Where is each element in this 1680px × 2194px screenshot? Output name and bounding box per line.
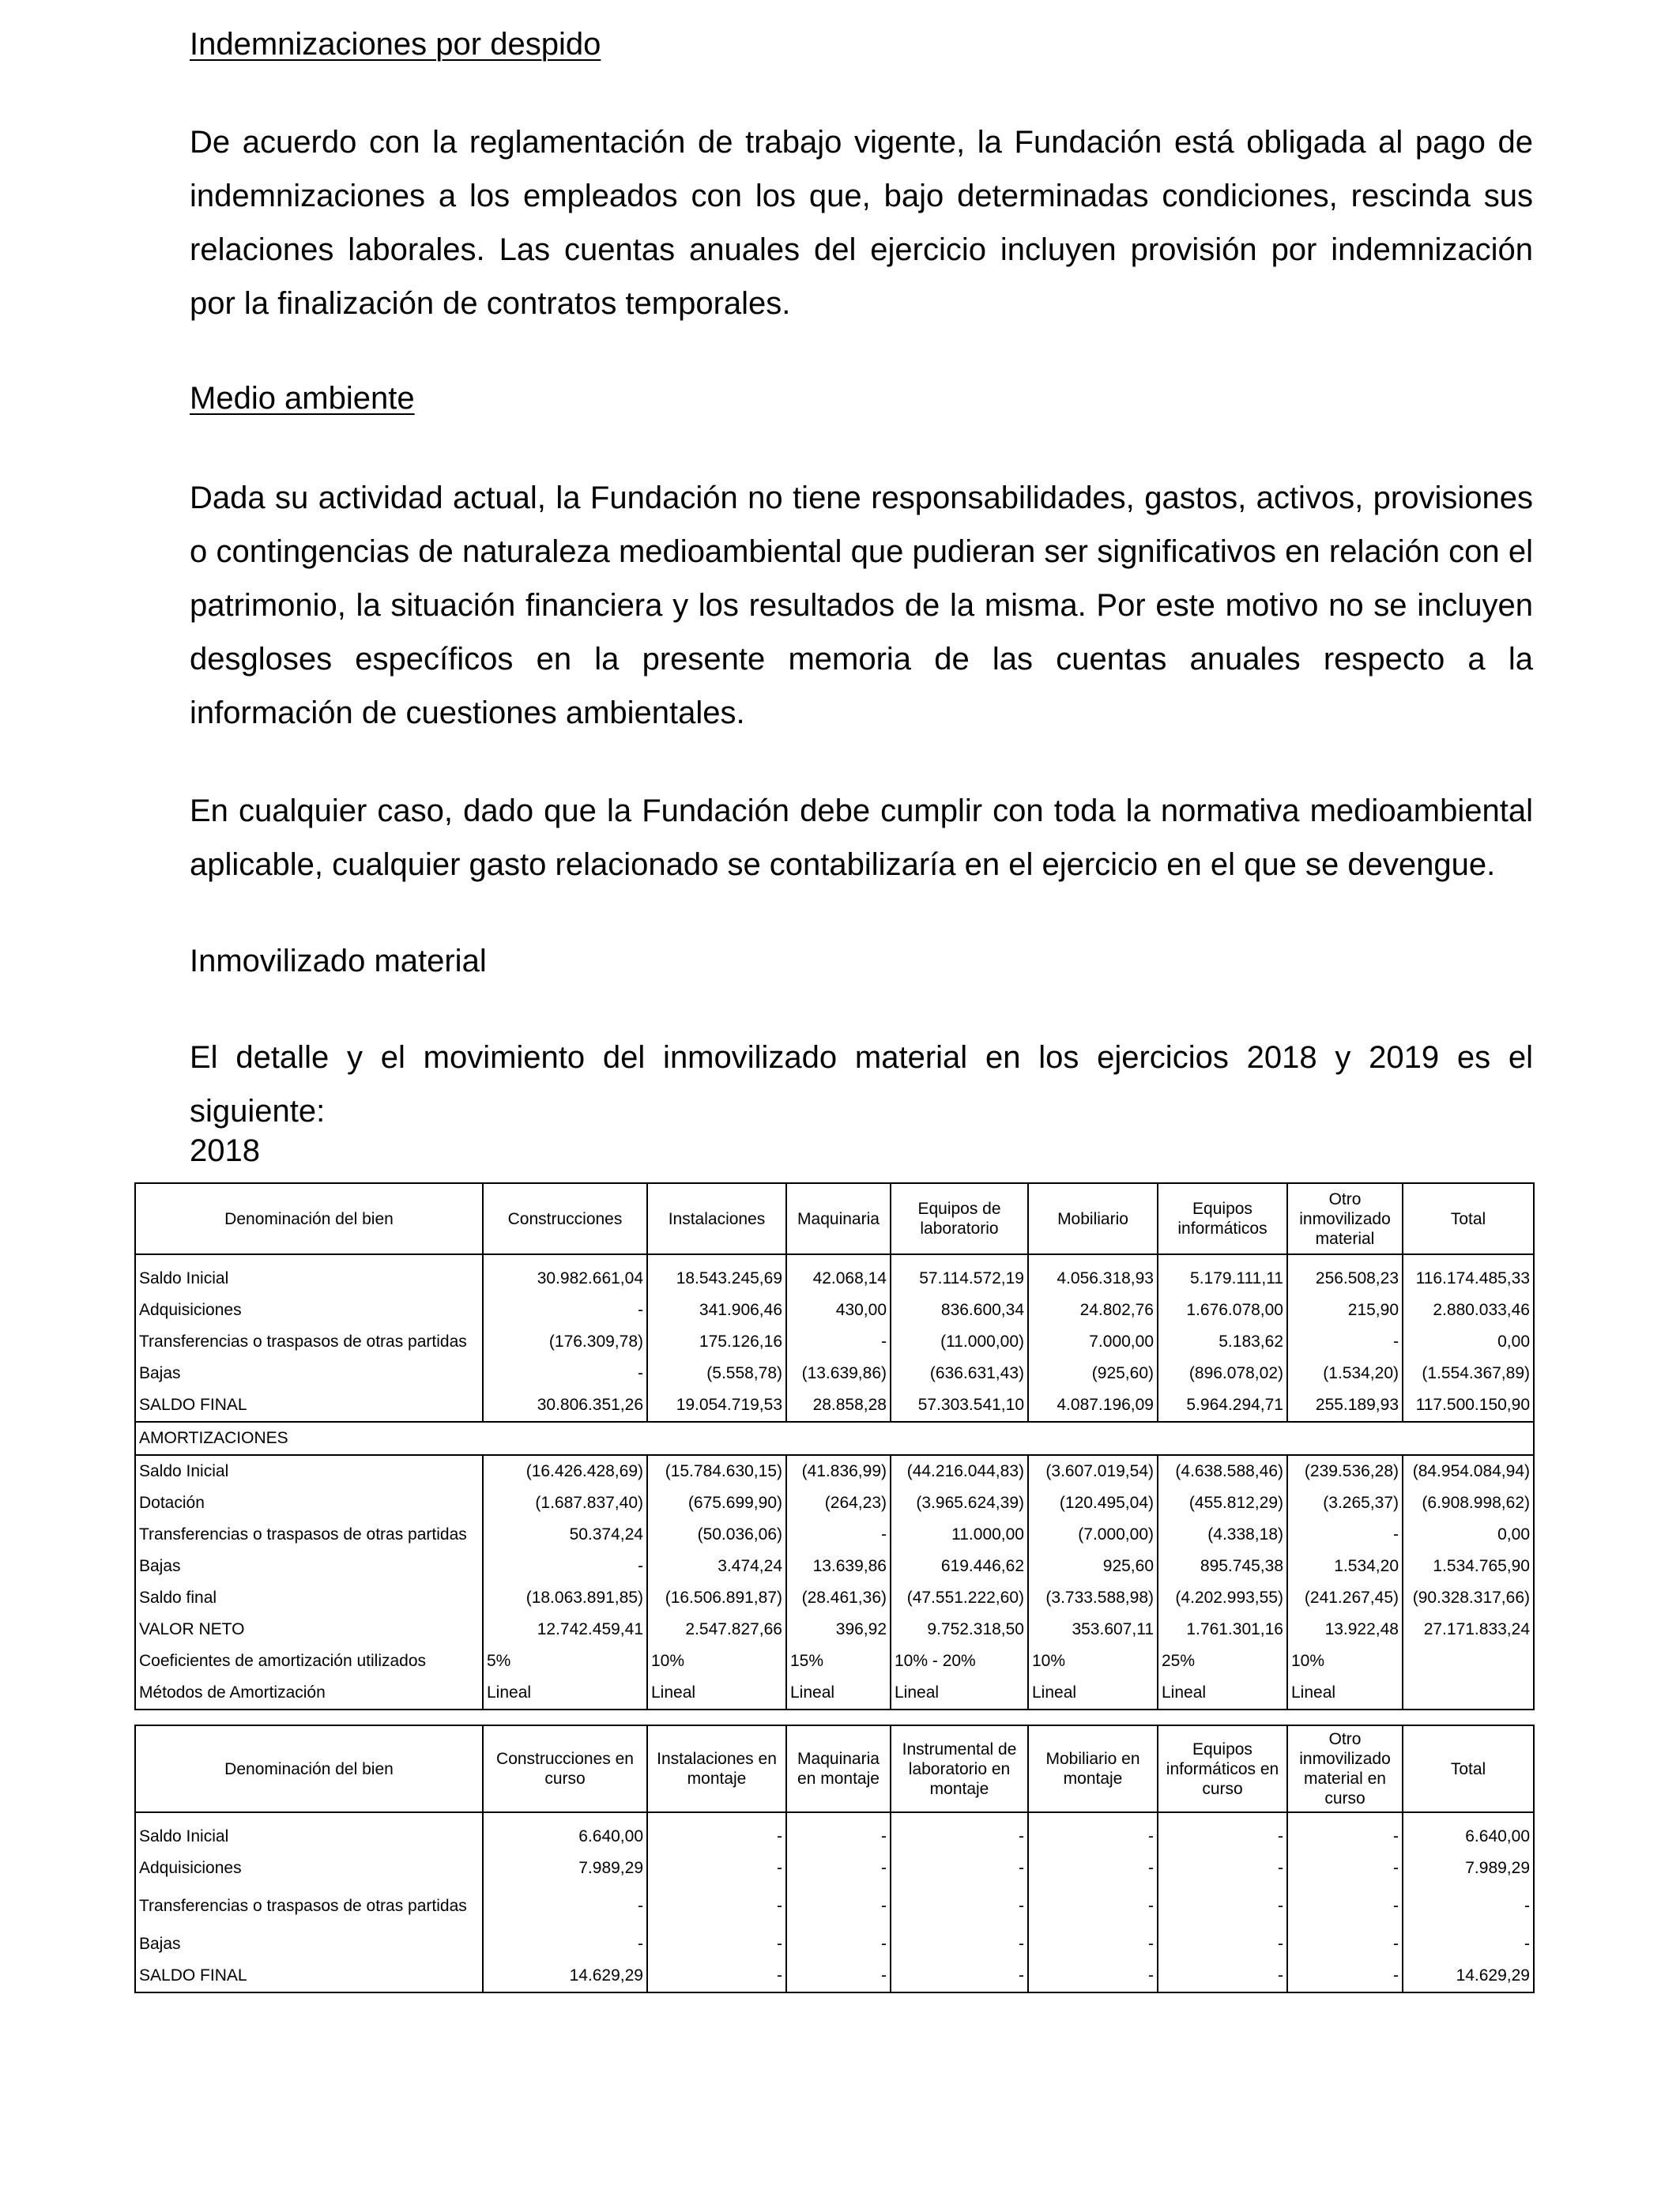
table-cell: 11.000,00 (891, 1519, 1028, 1551)
heading-indemnizaciones: Indemnizaciones por despido (190, 27, 601, 62)
table-cell: (176.309,78) (483, 1326, 647, 1358)
table-row (135, 1853, 1534, 1884)
table-cell: (636.631,43) (891, 1358, 1028, 1389)
column-header: Equipos informáticos (1158, 1183, 1287, 1254)
table-cell: (4.202.993,55) (1158, 1582, 1287, 1614)
table-cell: (675.699,90) (647, 1487, 786, 1519)
table-cell: 5.964.294,71 (1158, 1389, 1287, 1422)
heading-medio-ambiente: Medio ambiente (190, 381, 415, 416)
paragraph-inmovilizado-intro: El detalle y el movimiento del inmovilizado material en los ejercicios 2018 y 2019 es el siguiente: (190, 1040, 1533, 1129)
table-cell: 10% - 20% (891, 1646, 1028, 1677)
table-cell: - (891, 1884, 1028, 1928)
table-cell: - (1287, 1928, 1403, 1960)
table-row (135, 1582, 1534, 1614)
table-row (135, 1812, 1534, 1853)
column-header: Equipos informáticos en curso (1158, 1725, 1287, 1812)
row-label: Transferencias o traspasos de otras partidas (135, 1326, 483, 1358)
table-cell: - (1287, 1812, 1403, 1853)
table-cell: - (891, 1853, 1028, 1884)
table-cell: (120.495,04) (1028, 1487, 1158, 1519)
table-cell: 14.629,29 (483, 1960, 647, 1992)
table-row (135, 1677, 1534, 1710)
table-cell: 30.982.661,04 (483, 1254, 647, 1295)
table-row (135, 1614, 1534, 1646)
table-cell: - (483, 1884, 647, 1928)
row-label: Bajas (135, 1358, 483, 1389)
table-cell: (28.461,36) (786, 1582, 891, 1614)
table-cell: - (647, 1884, 786, 1928)
table-cell: (3.733.588,98) (1028, 1582, 1158, 1614)
table-cell: 4.087.196,09 (1028, 1389, 1158, 1422)
table-cell: - (786, 1928, 891, 1960)
table-row (135, 1389, 1534, 1422)
table-inmovilizado-en-curso-2018 (134, 1725, 1535, 1993)
table-row (135, 1326, 1534, 1358)
paragraph-medio-ambiente-1: Dada su actividad actual, la Fundación no tiene responsabilidades, gastos, activos, provisiones o contingencias de naturaleza medioambiental que pudieran ser significativos en relación con el patrimonio, la situación financiera y los resultados de la misma. Por este motivo no se incluyen desgloses específicos en la presente memoria de las cuentas anuales respecto a la información de cuestiones ambientales. (190, 481, 1533, 730)
table-cell: Lineal (647, 1677, 786, 1710)
table-cell: - (1158, 1853, 1287, 1884)
table-cell: - (1028, 1812, 1158, 1853)
column-header: Instalaciones en montaje (647, 1725, 786, 1812)
table-row (135, 1519, 1534, 1551)
table-inmovilizado-2018 (134, 1182, 1535, 1710)
table-cell: - (1287, 1853, 1403, 1884)
table-cell: - (786, 1853, 891, 1884)
table-cell: (241.267,45) (1287, 1582, 1403, 1614)
table-cell: 925,60 (1028, 1551, 1158, 1582)
table-cell: (13.639,86) (786, 1358, 891, 1389)
table-cell: - (786, 1519, 891, 1551)
table-cell: 341.906,46 (647, 1295, 786, 1326)
table-cell: (84.954.084,94) (1403, 1455, 1534, 1487)
table-cell: - (647, 1812, 786, 1853)
table-cell: - (1403, 1884, 1534, 1928)
table-cell: - (891, 1960, 1028, 1992)
table-cell: 3.474,24 (647, 1551, 786, 1582)
table-cell: 619.446,62 (891, 1551, 1028, 1582)
table-cell: - (1158, 1960, 1287, 1992)
column-header: Instalaciones (647, 1183, 786, 1254)
table-cell: 50.374,24 (483, 1519, 647, 1551)
table-cell: 2.880.033,46 (1403, 1295, 1534, 1326)
table-cell: (3.607.019,54) (1028, 1455, 1158, 1487)
table-cell: 7.000,00 (1028, 1326, 1158, 1358)
table-cell: - (1028, 1884, 1158, 1928)
table-cell: 1.761.301,16 (1158, 1614, 1287, 1646)
table-cell: 0,00 (1403, 1326, 1534, 1358)
paragraph-indemnizaciones: De acuerdo con la reglamentación de trabajo vigente, la Fundación está obligada al pago de indemnizaciones a los empleados con los que, bajo determinadas condiciones, rescinda sus relaciones laborales. Las cuentas anuales del ejercicio incluyen provisión por indemnización por la finalización de contratos temporales. (190, 125, 1533, 321)
table-cell: - (1287, 1326, 1403, 1358)
table-cell: (455.812,29) (1158, 1487, 1287, 1519)
table-cell: (1.687.837,40) (483, 1487, 647, 1519)
table-cell: (90.328.317,66) (1403, 1582, 1534, 1614)
section-label: AMORTIZACIONES (135, 1422, 1534, 1455)
table-cell: - (1028, 1960, 1158, 1992)
table-cell: 7.989,29 (1403, 1853, 1534, 1884)
table-cell: - (1158, 1812, 1287, 1853)
table-cell: 10% (1287, 1646, 1403, 1677)
table-cell: 19.054.719,53 (647, 1389, 786, 1422)
row-label: Saldo Inicial (135, 1254, 483, 1295)
row-label: Saldo Inicial (135, 1812, 483, 1853)
table-cell: 9.752.318,50 (891, 1614, 1028, 1646)
table-cell: 353.607,11 (1028, 1614, 1158, 1646)
table-cell: Lineal (1158, 1677, 1287, 1710)
table-cell: - (786, 1960, 891, 1992)
table-cell: - (1028, 1853, 1158, 1884)
table-cell: (44.216.044,83) (891, 1455, 1028, 1487)
table-cell: (239.536,28) (1287, 1455, 1403, 1487)
table-cell: (15.784.630,15) (647, 1455, 786, 1487)
table-cell: (1.554.367,89) (1403, 1358, 1534, 1389)
table-cell (1403, 1677, 1534, 1710)
table-cell: - (891, 1928, 1028, 1960)
column-header: Mobiliario (1028, 1183, 1158, 1254)
table-cell: - (1287, 1519, 1403, 1551)
table-cell: (6.908.998,62) (1403, 1487, 1534, 1519)
table-cell: - (483, 1928, 647, 1960)
table-cell: 18.543.245,69 (647, 1254, 786, 1295)
table-cell: 0,00 (1403, 1519, 1534, 1551)
column-header: Instrumental de laboratorio en montaje (891, 1725, 1028, 1812)
table-cell: 5.183,62 (1158, 1326, 1287, 1358)
table-cell: 430,00 (786, 1295, 891, 1326)
table-cell: 1.534.765,90 (1403, 1551, 1534, 1582)
row-label: Adquisiciones (135, 1853, 483, 1884)
table-cell: Lineal (483, 1677, 647, 1710)
table-cell: - (647, 1853, 786, 1884)
table-header-row (135, 1725, 1534, 1812)
table-cell: (11.000,00) (891, 1326, 1028, 1358)
row-label: SALDO FINAL (135, 1960, 483, 1992)
table-cell: - (647, 1960, 786, 1992)
table-cell: 15% (786, 1646, 891, 1677)
table-row (135, 1487, 1534, 1519)
column-header: Maquinaria (786, 1183, 891, 1254)
column-header: Equipos de laboratorio (891, 1183, 1028, 1254)
column-header: Construcciones en curso (483, 1725, 647, 1812)
table-cell: (4.338,18) (1158, 1519, 1287, 1551)
table-cell: 12.742.459,41 (483, 1614, 647, 1646)
table-cell: (16.426.428,69) (483, 1455, 647, 1487)
table-cell: 836.600,34 (891, 1295, 1028, 1326)
table-cell: Lineal (1028, 1677, 1158, 1710)
column-header: Total (1403, 1183, 1534, 1254)
table-row (135, 1254, 1534, 1295)
row-label: Métodos de Amortización (135, 1677, 483, 1710)
table-cell: - (1028, 1928, 1158, 1960)
table-cell: - (647, 1928, 786, 1960)
table-cell: 215,90 (1287, 1295, 1403, 1326)
table-cell: Lineal (1287, 1677, 1403, 1710)
table-cell: 116.174.485,33 (1403, 1254, 1534, 1295)
column-header: Denominación del bien (135, 1183, 483, 1254)
heading-inmovilizado: Inmovilizado material (190, 944, 487, 978)
table-cell: 6.640,00 (1403, 1812, 1534, 1853)
table-row (135, 1455, 1534, 1487)
row-label: Adquisiciones (135, 1295, 483, 1326)
table-cell: (5.558,78) (647, 1358, 786, 1389)
table-cell (1403, 1646, 1534, 1677)
table-row (135, 1646, 1534, 1677)
row-label: Transferencias o traspasos de otras partidas (135, 1519, 483, 1551)
table-cell: 117.500.150,90 (1403, 1389, 1534, 1422)
column-header: Mobiliario en montaje (1028, 1725, 1158, 1812)
column-header: Construcciones (483, 1183, 647, 1254)
table-cell: (896.078,02) (1158, 1358, 1287, 1389)
table-cell: 5% (483, 1646, 647, 1677)
column-header: Total (1403, 1725, 1534, 1812)
table-cell: - (1158, 1884, 1287, 1928)
table-cell: 57.114.572,19 (891, 1254, 1028, 1295)
table-cell: (41.836,99) (786, 1455, 891, 1487)
row-label: Dotación (135, 1487, 483, 1519)
column-header: Otro inmovilizado material (1287, 1183, 1403, 1254)
table-cell: 10% (1028, 1646, 1158, 1677)
row-label: Saldo final (135, 1582, 483, 1614)
table-cell: 14.629,29 (1403, 1960, 1534, 1992)
column-header: Otro inmovilizado material en curso (1287, 1725, 1403, 1812)
table-cell: (3.965.624,39) (891, 1487, 1028, 1519)
table-row (135, 1295, 1534, 1326)
table-cell: 4.056.318,93 (1028, 1254, 1158, 1295)
table-cell: 7.989,29 (483, 1853, 647, 1884)
table-cell: (18.063.891,85) (483, 1582, 647, 1614)
table-cell: 25% (1158, 1646, 1287, 1677)
table-cell: 2.547.827,66 (647, 1614, 786, 1646)
row-label: VALOR NETO (135, 1614, 483, 1646)
table-cell: (3.265,37) (1287, 1487, 1403, 1519)
table-cell: 1.534,20 (1287, 1551, 1403, 1582)
table-row (135, 1928, 1534, 1960)
table-cell: - (1403, 1928, 1534, 1960)
row-label: Bajas (135, 1551, 483, 1582)
table-cell: (1.534,20) (1287, 1358, 1403, 1389)
table-cell: - (483, 1295, 647, 1326)
table-cell: 24.802,76 (1028, 1295, 1158, 1326)
table-cell: 27.171.833,24 (1403, 1614, 1534, 1646)
table-cell: - (786, 1884, 891, 1928)
table-cell: 28.858,28 (786, 1389, 891, 1422)
table-cell: 396,92 (786, 1614, 891, 1646)
table-cell: - (786, 1812, 891, 1853)
table-cell: Lineal (891, 1677, 1028, 1710)
row-label: Saldo Inicial (135, 1455, 483, 1487)
section-row-amortizaciones (135, 1422, 1534, 1455)
row-label: SALDO FINAL (135, 1389, 483, 1422)
table-cell: - (1287, 1960, 1403, 1992)
table-cell: (50.036,06) (647, 1519, 786, 1551)
table-row (135, 1960, 1534, 1992)
table-cell: - (891, 1812, 1028, 1853)
paragraph-medio-ambiente-2: En cualquier caso, dado que la Fundación debe cumplir con toda la normativa medioambiental aplicable, cualquier gasto relacionado se contabilizaría en el ejercicio en el que se devengue. (190, 794, 1533, 882)
table-cell: 57.303.541,10 (891, 1389, 1028, 1422)
table-cell: (4.638.588,46) (1158, 1455, 1287, 1487)
table-cell: (47.551.222,60) (891, 1582, 1028, 1614)
table-cell: (16.506.891,87) (647, 1582, 786, 1614)
table-cell: 30.806.351,26 (483, 1389, 647, 1422)
table-cell: 42.068,14 (786, 1254, 891, 1295)
table-cell: (7.000,00) (1028, 1519, 1158, 1551)
table-cell: (925,60) (1028, 1358, 1158, 1389)
table-cell: 256.508,23 (1287, 1254, 1403, 1295)
table-cell: 6.640,00 (483, 1812, 647, 1853)
table-cell: 895.745,38 (1158, 1551, 1287, 1582)
table-row (135, 1551, 1534, 1582)
table-cell: (264,23) (786, 1487, 891, 1519)
column-header: Maquinaria en montaje (786, 1725, 891, 1812)
table-cell: - (483, 1551, 647, 1582)
table-cell: - (1158, 1928, 1287, 1960)
table-cell: 5.179.111,11 (1158, 1254, 1287, 1295)
table-cell: - (483, 1358, 647, 1389)
table-cell: 13.922,48 (1287, 1614, 1403, 1646)
table-cell: 1.676.078,00 (1158, 1295, 1287, 1326)
table-cell: - (786, 1326, 891, 1358)
row-label: Coeficientes de amortización utilizados (135, 1646, 483, 1677)
table-cell: Lineal (786, 1677, 891, 1710)
row-label: Transferencias o traspasos de otras partidas (135, 1884, 483, 1928)
table-cell: 10% (647, 1646, 786, 1677)
table-cell: 175.126,16 (647, 1326, 786, 1358)
table-row (135, 1884, 1534, 1928)
table-row (135, 1358, 1534, 1389)
table-header-row (135, 1183, 1534, 1254)
year-label: 2018 (190, 1133, 260, 1168)
table-cell: 255.189,93 (1287, 1389, 1403, 1422)
row-label: Bajas (135, 1928, 483, 1960)
table-cell: 13.639,86 (786, 1551, 891, 1582)
table-cell: - (1287, 1884, 1403, 1928)
column-header: Denominación del bien (135, 1725, 483, 1812)
